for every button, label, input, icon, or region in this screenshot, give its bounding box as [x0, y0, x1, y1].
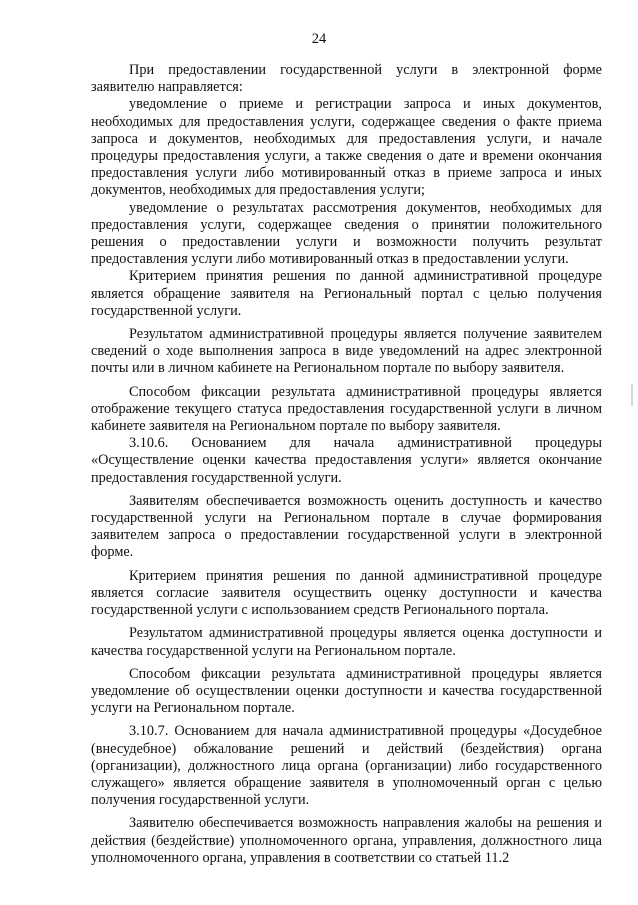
scan-artifact-mark	[631, 384, 633, 406]
paragraph-result-assessment: Результатом административной процедуры является оценка доступности и качества государственной услуги на Региональном портале.	[91, 625, 602, 659]
paragraph-notice-receipt: уведомление о приеме и регистрации запроса и иных документов, необходимых для предоставления услуги, содержащее сведения о факте приема запроса и документов, необходимых для предоставления услуги, и начале процедуры предоставления услуги, а также сведения о дате и времени окончания предоставления услуги либо мотивированный отказ в приеме запроса и иных документов, необходимых для предоставления услуги;	[91, 96, 602, 199]
paragraph-notice-results: уведомление о результатах рассмотрения документов, необходимых для предоставления услуги, содержащее сведения о принятии положительного решения о предоставлении услуги и возможности получить результат предоставления услуги либо мотивированный отказ в предоставлении услуги.	[91, 199, 602, 268]
paragraph-criterion-portal: Критерием принятия решения по данной административной процедуре является обращение заявителя на Региональный портал с целью получения государственной услуги.	[91, 268, 602, 319]
page-number: 24	[311, 31, 327, 47]
paragraph-complaint: Заявителю обеспечивается возможность направления жалобы на решения и действия (бездействие) уполномоченного органа, управления, должностного лица уполномоченного органа, управления в соответствии со статьей 11.2	[91, 815, 602, 866]
paragraph-3-10-7: 3.10.7. Основанием для начала административной процедуры «Досудебное (внесудебное) обжалование решений и действий (бездействия) органа (организации), должностного лица органа (организации) либо государственного служащего» является обращение заявителя в уполномоченный орган с целью получения государственной услуги.	[91, 723, 602, 809]
paragraph-quality-assessment: Заявителям обеспечивается возможность оценить доступность и качество государственной услуги на Региональном портале в случае формирования заявителем запроса о предоставлении государственной услуги в электронной форме.	[91, 492, 602, 561]
paragraph-criterion-consent: Критерием принятия решения по данной административной процедуре является согласие заявителя осуществить оценку доступности и качества государственной услуги с использованием средств Регионального портала.	[91, 567, 602, 619]
paragraph-fixation-status: Способом фиксации результата административной процедуры является отображение текущего статуса предоставления государственной услуги в личном кабинете заявителя на Региональном портале по выбору заявителя.	[91, 383, 602, 435]
paragraph-fixation-assessment: Способом фиксации результата административной процедуры является уведомление об осуществлении оценки доступности и качества государственной услуги на Региональном портале.	[91, 665, 602, 717]
paragraph-3-10-6: 3.10.6. Основанием для начала административной процедуры «Осуществление оценки качества предоставления услуги» является окончание предоставления государственной услуги.	[91, 435, 602, 486]
body-text	[91, 62, 602, 867]
paragraph-intro: При предоставлении государственной услуги в электронной форме заявителю направляется:	[91, 62, 602, 96]
paragraph-result-status: Результатом административной процедуры является получение заявителем сведений о ходе выполнения запроса в виде уведомлений на адрес электронной почты или в личном кабинете на Региональном портале по выбору заявителя.	[91, 326, 602, 377]
